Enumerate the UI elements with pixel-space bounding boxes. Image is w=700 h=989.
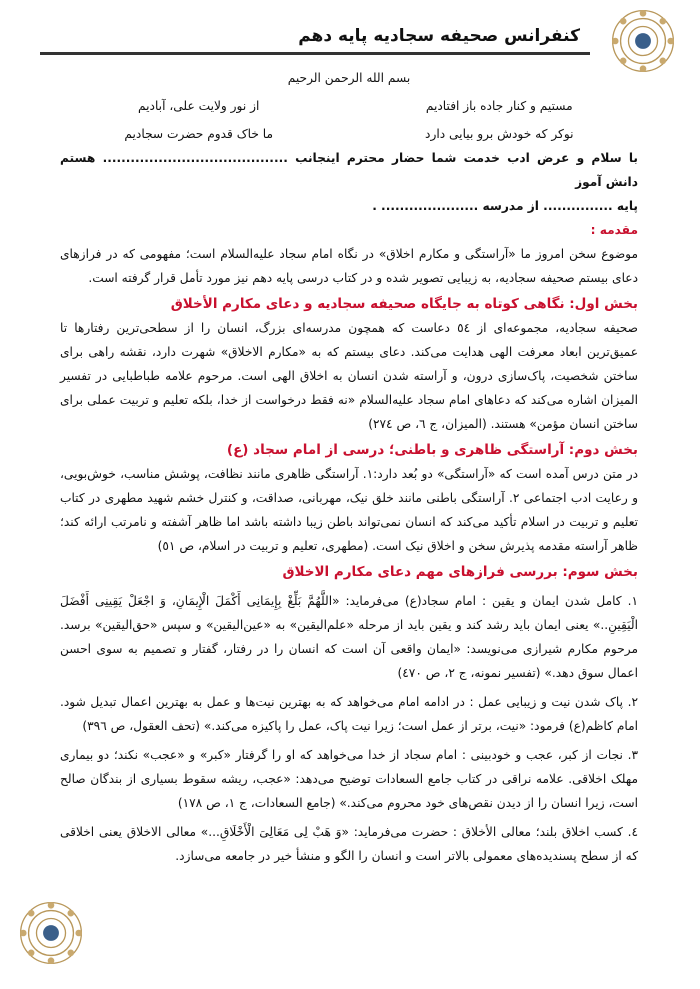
section-title: بخش دوم: آراستگی ظاهری و باطنی؛ درسی از امام سجاد (ع) <box>226 442 638 458</box>
intro-line: پایه ............... از مدرسه ..................... . <box>372 199 638 213</box>
poem-hemistich: از نور ولایت علی، آبادیم <box>138 99 260 113</box>
bismillah: بسم الله الرحمن الرحیم <box>287 71 411 85</box>
header-title: کنفرانس صحیفه سجادیه پایه دهم <box>298 26 580 46</box>
poem-hemistich: نوکر که خودش برو بیایی دارد <box>425 127 574 141</box>
list-item: ٤. کسب اخلاق بلند؛ معالی الأخلاق : حضرت می‌فرماید: «وَ هَبْ لِی مَعَالِیَ الْأَخْلَاقِ...» معالی الاخلاق یعنی اخلاقی که از سطح پسندیده‌های معمولی بالاتر است و انسان را الگو و منشأ خیر در جامعه می‌سازد. <box>60 825 638 863</box>
list-item: ٢. پاک شدن نیت و زیبایی عمل : در ادامه امام می‌خواهد که به بهترین نیت‌ها و عمل به بهترین اعمال تبدیل شود. امام کاظم(ع) فرمود: «نیت، برتر از عمل است؛ زیرا نیت پاک، عمل را پاکیزه می‌کند.» (تحف العقول، ص ٣٩٦) <box>60 695 638 733</box>
section-paragraph: صحیفه سجادیه، مجموعه‌ای از ٥٤ دعاست که همچون مدرسه‌ای بزرگ، انسان را از سطحی‌ترین رفتارها تا عمیق‌ترین ابعاد معرفت الهی هدایت می‌کند. دعای بیستم که به «مکارم الاخلاق» شهرت دارد، نقشه راهی برای ساختن شخصیت، پاک‌سازی درون، و آراسته شدن انسان به اخلاق الهی است. مرحوم علامه طباطبایی در تفسیر المیزان اشاره می‌کند که دعاهای امام سجاد علیه‌السلام «نه فقط درخواست از خدا، بلکه تعلیم و تربیت عملی برای ساختن انسان مؤمن» هستند. (المیزان، ج ٦، ص ٢٧٤) <box>60 321 638 431</box>
section-title: بخش سوم: بررسی فرازهای مهم دعای مکارم الاخلاق <box>282 564 638 580</box>
section-paragraph: در متن درس آمده است که «آراستگی» دو بُعد دارد:١. آراستگی ظاهری مانند نظافت، پوشش مناسب، خوش‌بویی، و رعایت ادب اجتماعی ٢. آراستگی باطنی مانند خلق نیک، مهربانی، صداقت، و کنترل خشم شهید مطهری در کتاب تعلیم و تربیت در اسلام تأکید می‌کند که انسان نمی‌تواند باطن زیبا داشته باشد اما ظاهر آشفته و نامرتب ارائه کند؛ ظاهر آراسته مقدمه پذیرش سخن و اخلاق نیک است. (مطهری، تعلیم و تربیت در اسلام، ص ٥١) <box>60 467 639 553</box>
poem-hemistich: ما خاک قدوم حضرت سجادیم <box>124 127 273 141</box>
list-item: ١. کامل شدن ایمان و یقین : امام سجاد(ع) می‌فرماید: «اللَّهُمَّ بَلِّغْ بِإِیمَانِی أَکْمَلَ الْإِیمَانِ، وَ اجْعَلْ یَقِینِی أَفْضَلَ الْیَقِینِ..» یعنی ایمان باید رشد کند و یقین باید از مرحله «علم‌الیقین» به «عین‌الیقین» و سپس «حق‌الیقین» برسد. مرحوم مکارم شیرازی می‌نویسد: «ایمان واقعی آن است که انسان را در رفتار، گفتار و تصمیم به سوی احسن اعمال سوق دهد.» (تفسیر نمونه، ج ۲، ص ٤٧٠) <box>60 594 638 680</box>
intro-line: با سلام و عرض ادب خدمت شما حضار محترم اینجانب ........................................ هستم دانش آموز <box>60 151 638 189</box>
intro-paragraph: موضوع سخن امروز ما «آراستگی و مکارم اخلاق» در نگاه امام سجاد علیه‌السلام است؛ مفهومی که در فرازهای دعای بیستم صحیفه سجادیه، به زیبایی تصویر شده و در کتاب درسی پایه دهم نیز مورد تأمل قرار گرفته است. <box>60 247 638 285</box>
rosette-ornament-icon <box>610 8 676 74</box>
document-body <box>60 66 638 868</box>
rosette-ornament-icon <box>18 900 84 966</box>
poem-hemistich: مستیم و کنار جاده باز افتادیم <box>425 99 573 113</box>
poem-line <box>60 122 638 146</box>
page-header <box>40 12 660 72</box>
section-title: بخش اول: نگاهی کوتاه به جایگاه صحیفه سجادیه و دعای مکارم الأخلاق <box>170 296 638 312</box>
poem-line <box>60 94 638 118</box>
header-rule <box>40 52 590 55</box>
list-item: ٣. نجات از کبر، عجب و خودبینی : امام سجاد از خدا می‌خواهد که او را گرفتار «کبر» و «عجب» نکند؛ دو بیماری مهلک اخلاقی. علامه نراقی در کتاب جامع السعادات توضیح می‌دهد: «عجب، ریشه سقوط بسیاری از بندگان صالح است، زیرا انسان را از دیدن نقص‌های خود محروم می‌کند.» (جامع السعادات، ج ١، ص ١٧٨) <box>60 748 638 810</box>
intro-label: مقدمه : <box>590 223 638 237</box>
